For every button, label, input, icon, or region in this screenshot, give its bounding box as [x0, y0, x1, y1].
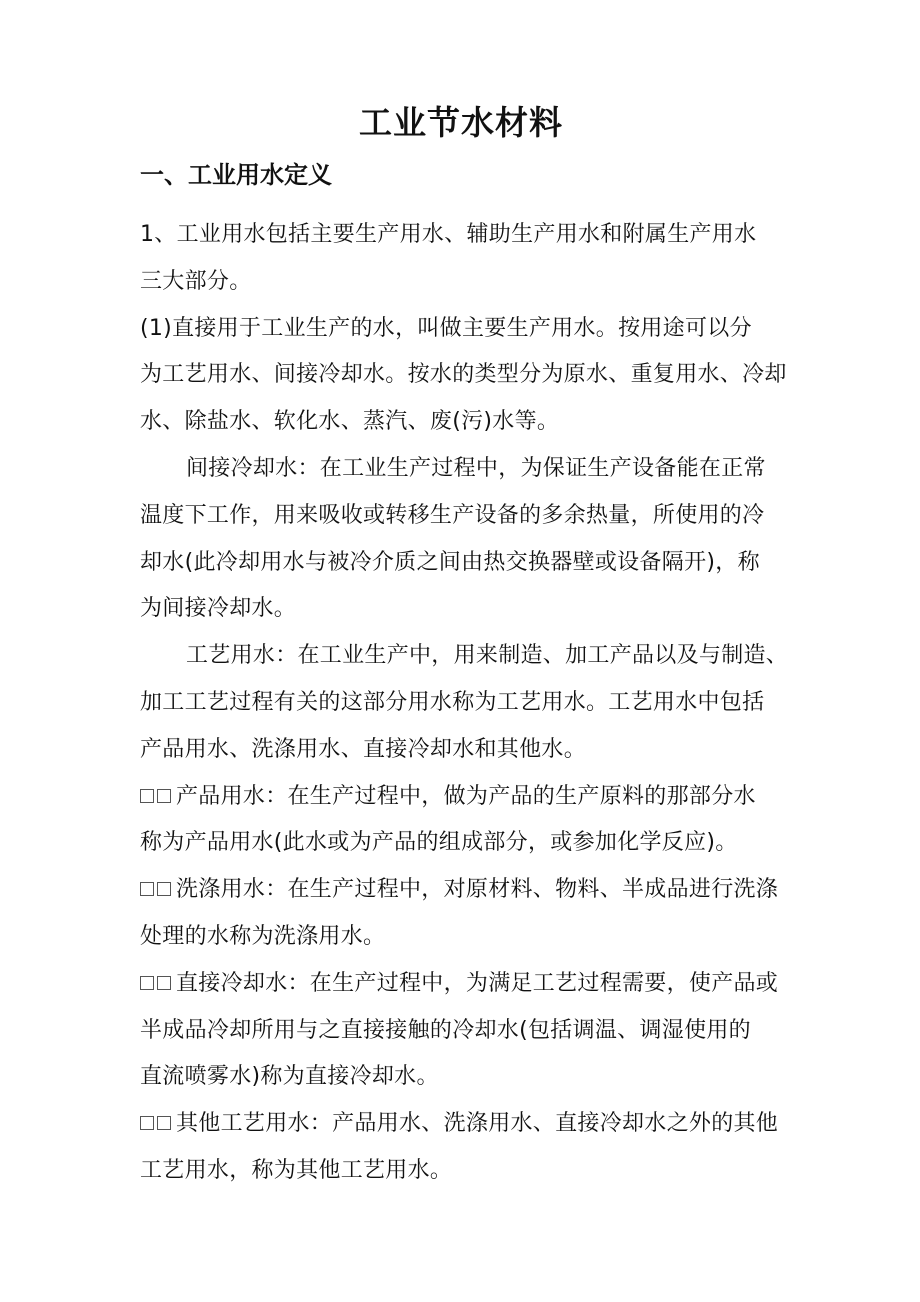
- paragraph-line-text: 洗涤用水：在生产过程中，对原材料、物料、半成品进行洗涤: [176, 877, 779, 903]
- box-icons: [140, 1101, 174, 1148]
- section-heading: 一、工业用水定义: [140, 161, 332, 189]
- box-icon: [157, 882, 171, 896]
- paragraph-line: [140, 774, 782, 821]
- box-icons: [140, 961, 174, 1008]
- paragraph-line: [140, 1101, 782, 1148]
- paragraph-line: 三大部分。: [140, 268, 252, 294]
- box-icon: [140, 789, 154, 803]
- paragraph-5: [140, 774, 782, 868]
- paragraph-line: 直流喷雾水)称为直接冷却水。: [140, 1064, 439, 1090]
- paragraph-8: [140, 1101, 782, 1195]
- paragraph-line: 加工工艺过程有关的这部分用水称为工艺用水。工艺用水中包括: [140, 689, 765, 715]
- paragraph-line: 1、工业用水包括主要生产用水、辅助生产用水和附属生产用水: [140, 222, 757, 247]
- box-icon: [157, 976, 171, 990]
- box-icon: [140, 1116, 154, 1130]
- box-icon: [140, 882, 154, 896]
- paragraph-line: 为间接冷却水。: [140, 596, 297, 622]
- box-icon: [157, 789, 171, 803]
- box-icons: [140, 774, 174, 821]
- paragraph-line-text: 产品用水：在生产过程中，做为产品的生产原料的那部分水: [176, 783, 756, 809]
- paragraph-line: [140, 867, 782, 914]
- paragraph-6: [140, 867, 782, 961]
- paragraph-line: 却水(此冷却用水与被冷介质之间由热交换器壁或设备隔开)，称: [140, 549, 760, 575]
- paragraph-line: 为工艺用水、间接冷却水。按水的类型分为原水、重复用水、冷却: [140, 362, 787, 388]
- paragraph-line: 产品用水、洗涤用水、直接冷却水和其他水。: [140, 736, 587, 762]
- paragraph-line: 称为产品用水(此水或为产品的组成部分，或参加化学反应)。: [140, 830, 738, 856]
- paragraph-line: (1)直接用于工业生产的水，叫做主要生产用水。按用途可以分: [140, 315, 752, 341]
- paragraph-4: [140, 633, 789, 773]
- paragraph-line: 温度下工作，用来吸收或转移生产设备的多余热量，所使用的冷: [140, 502, 765, 528]
- paragraph-1: [140, 212, 782, 306]
- paragraph-2: [140, 306, 787, 446]
- paragraph-line-text: 直接冷却水：在生产过程中，为满足工艺过程需要，使产品或: [176, 970, 779, 996]
- paragraph-line: 水、除盐水、软化水、蒸汽、废(污)水等。: [140, 409, 560, 435]
- paragraph-line: 工艺用水，称为其他工艺用水。: [140, 1157, 453, 1183]
- paragraph-line: 处理的水称为洗涤用水。: [140, 923, 386, 949]
- paragraph-7: [140, 961, 782, 1101]
- paragraph-line-text: 其他工艺用水：产品用水、洗涤用水、直接冷却水之外的其他: [176, 1111, 779, 1137]
- paragraph-line: 半成品冷却所用与之直接接触的冷却水(包括调温、调湿使用的: [140, 1017, 751, 1043]
- paragraph-3: [140, 446, 782, 633]
- box-icon: [140, 976, 154, 990]
- paragraph-line: 间接冷却水：在工业生产过程中，为保证生产设备能在正常: [186, 455, 766, 481]
- document-title: 工业节水材料: [359, 103, 563, 142]
- paragraph-line: 工艺用水：在工业生产中，用来制造、加工产品以及与制造、: [186, 643, 789, 669]
- box-icon: [157, 1116, 171, 1130]
- paragraph-line: [140, 961, 782, 1008]
- box-icons: [140, 867, 174, 914]
